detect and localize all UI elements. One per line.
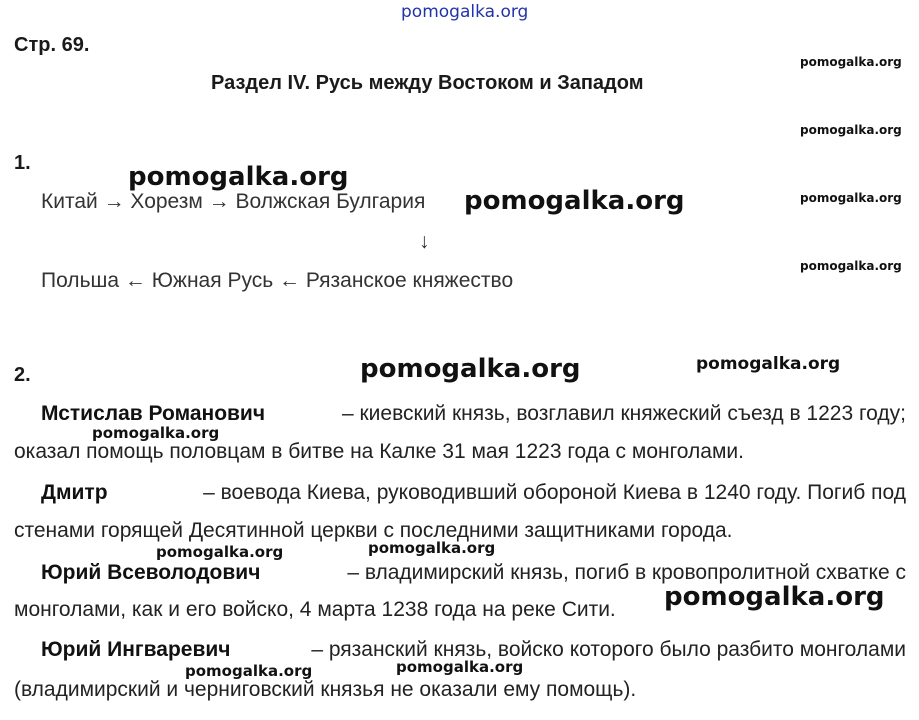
trade-route-line-1: Китай → Хорезм → Волжская Булгария	[41, 190, 426, 213]
entry-2-line-1	[14, 481, 906, 505]
task1-number: 1.	[14, 152, 31, 174]
watermark-small: pomogalka.org	[156, 543, 284, 561]
watermark-large: pomogalka.org	[128, 162, 349, 192]
person-name: Мстислав Романович	[41, 402, 266, 425]
entry-text: – киевский князь, возглавил княжеский съезд в 1223 году;	[341, 402, 906, 425]
entry-2-line-2: стенами горящей Десятинной церкви с последними защитниками города.	[14, 519, 733, 542]
trade-route-line-2: Польша ← Южная Русь ← Рязанское княжество	[41, 269, 514, 292]
entry-1-line-2: оказал помощь половцам в битве на Калке 31 мая 1223 года с монголами.	[14, 440, 744, 463]
watermark-side: pomogalka.org	[800, 55, 902, 69]
entry-4-line-2: (владимирский и черниговский князья не оказали ему помощь).	[14, 678, 637, 701]
task2-number: 2.	[14, 364, 31, 386]
watermark-side: pomogalka.org	[800, 259, 902, 273]
page-label: Стр. 69.	[14, 34, 90, 56]
watermark-medium: pomogalka.org	[696, 354, 841, 374]
entry-text: – рязанский князь, войско которого было разбито монголами	[311, 638, 906, 661]
down-arrow: ↓	[419, 230, 430, 253]
entry-text: – воевода Киева, руководивший обороной Киева в 1240 году. Погиб под	[203, 481, 906, 504]
watermark-large: pomogalka.org	[360, 354, 581, 384]
watermark-large: pomogalka.org	[664, 582, 885, 612]
watermark-side: pomogalka.org	[800, 123, 902, 137]
watermark-small: pomogalka.org	[396, 658, 524, 676]
entry-1-line-1	[14, 402, 906, 426]
watermark-small: pomogalka.org	[92, 424, 220, 442]
watermark-small: pomogalka.org	[368, 539, 496, 557]
person-name: Дмитр	[41, 481, 108, 504]
top-watermark: pomogalka.org	[401, 2, 529, 22]
entry-text: – владимирский князь, погиб в кровопролитной схватке с	[347, 561, 906, 584]
person-name: Юрий Ингваревич	[41, 638, 231, 661]
person-name: Юрий Всеволодович	[41, 561, 261, 584]
watermark-large: pomogalka.org	[464, 186, 685, 216]
section-title: Раздел IV. Русь между Востоком и Западом	[211, 72, 644, 94]
entry-3-line-2: монголами, как и его войско, 4 марта 1238 года на реке Сити.	[14, 598, 616, 621]
watermark-small: pomogalka.org	[185, 662, 313, 680]
watermark-side: pomogalka.org	[800, 191, 902, 205]
